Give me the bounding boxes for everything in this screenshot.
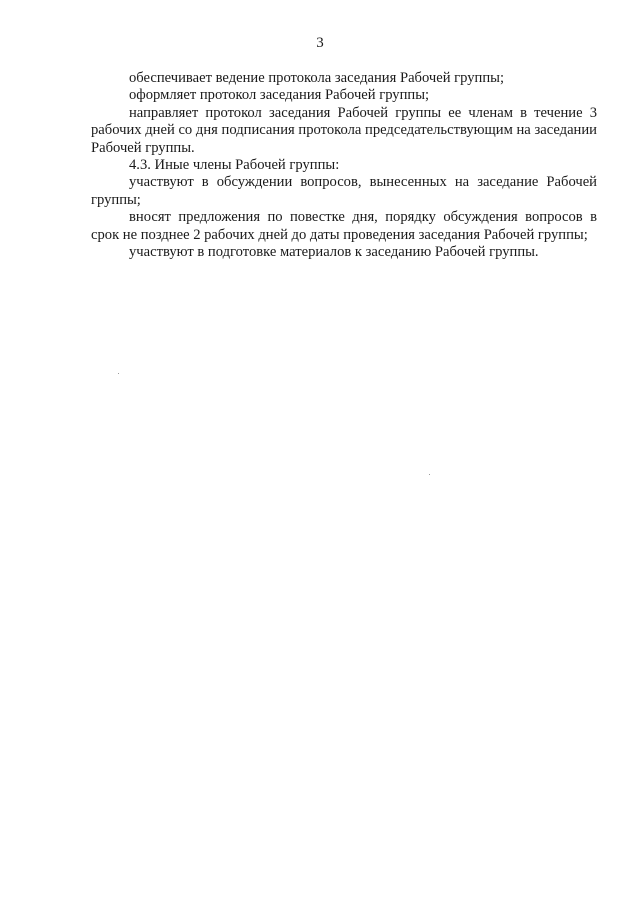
- paragraph-keep-minutes: обеспечивает ведение протокола заседания Рабочей группы;: [129, 70, 505, 86]
- section-heading-other-members: 4.3. Иные члены Рабочей группы:: [129, 157, 340, 174]
- scan-speck: [429, 474, 430, 475]
- paragraph-participate-discussion: участвуют в обсуждении вопросов, вынесенных на заседание Рабочей группы;: [91, 174, 597, 208]
- scan-speck: [118, 373, 119, 374]
- page-number: 3: [316, 35, 324, 51]
- paragraph-draw-up-minutes: оформляет протокол заседания Рабочей группы;: [129, 87, 430, 104]
- document-body: [91, 70, 597, 261]
- paragraph-prepare-materials: участвуют в подготовке материалов к заседанию Рабочей группы.: [129, 244, 539, 261]
- paragraph-send-minutes: направляет протокол заседания Рабочей группы ее членам в течение 3 рабочих дней со дня подписания протокола председательствующим на заседании Рабочей группы.: [91, 104, 597, 156]
- paragraph-submit-proposals: вносят предложения по повестке дня, порядку обсуждения вопросов в срок не позднее 2 рабочих дней до даты проведения заседания Рабочей группы;: [91, 209, 597, 243]
